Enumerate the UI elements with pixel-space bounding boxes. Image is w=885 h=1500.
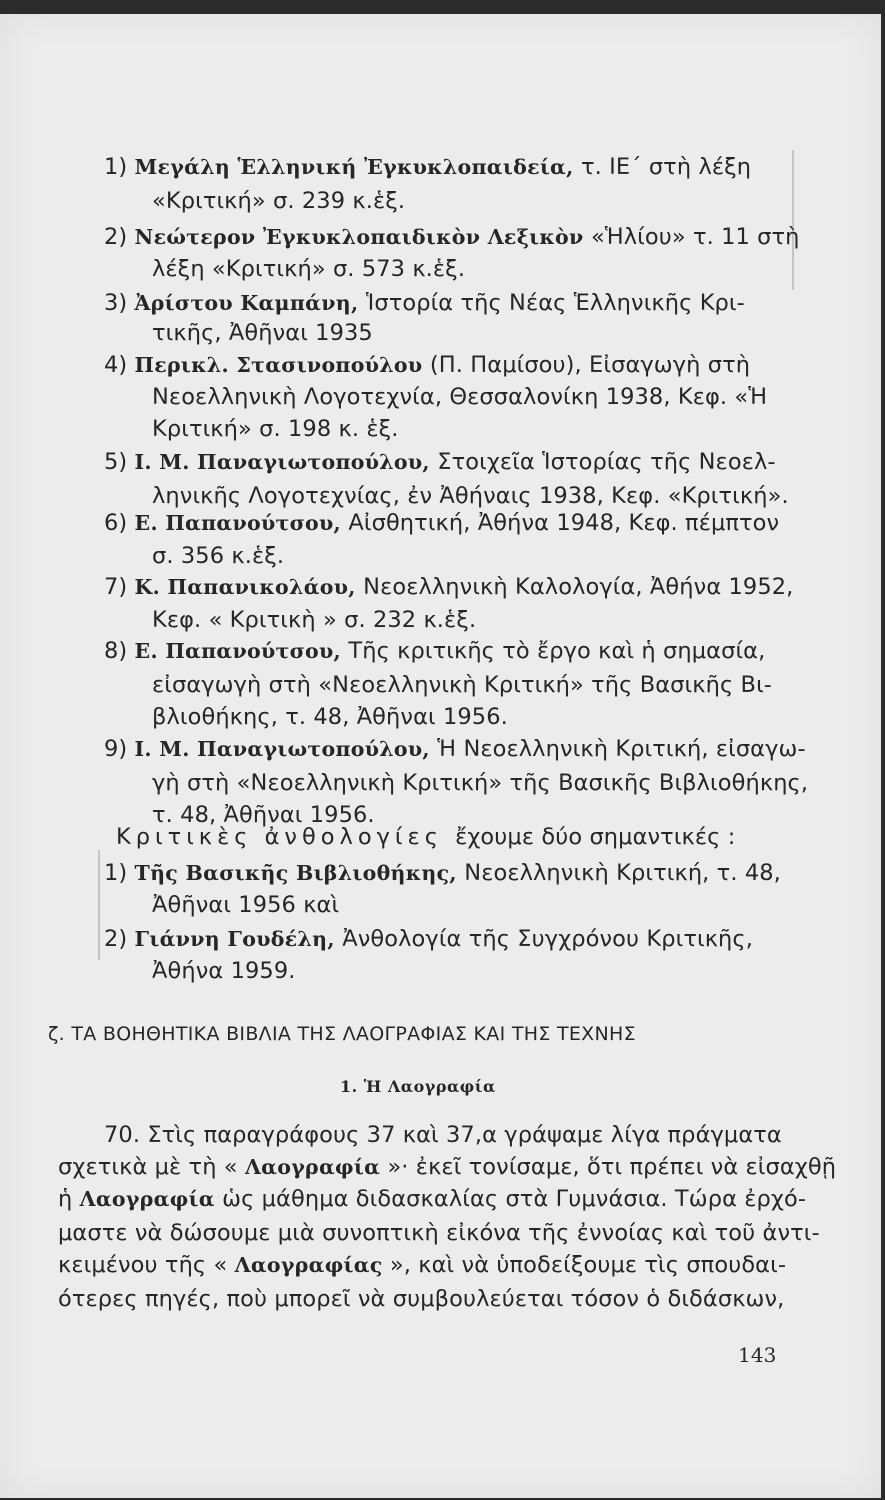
anthology-entry-continuation: Ἀθήνα 1959. [152,958,296,984]
bibliography-entry-continuation: λέξη «Κριτική» σ. 573 κ.ἑξ. [152,256,466,282]
bibliography-entry-text: Αἰσθητική, Ἀθήνα 1948, Κεφ. πέμπτον [348,510,780,536]
bibliography-entry-text: «Ἡλίου» τ. 11 στὴ [590,224,800,250]
bibliography-entry-author: Περικλ. Στασινοπούλου [134,353,430,377]
bibliography-entry-continuation: Κεφ. « Κριτικὴ » σ. 232 κ.ἑξ. [152,607,477,633]
paragraph-text: 70. Στὶς παραγράφους 37 καὶ 37,α γράψαμε λίγα πράγματα [104,1122,782,1148]
paragraph-text: ἡ [58,1186,80,1212]
section-title: ζ. ΤΑ ΒΟΗΘΗΤΙΚΑ ΒΙΒΛΙΑ ΤΗΣ ΛΑΟΓΡΑΦΙΑΣ ΚΑΙ ΤΗΣ ΤΕΧΝΗΣ [48,1023,636,1045]
bibliography-entry-number: 7) [104,574,135,600]
bibliography-entry-continuation: βλιοθήκης, τ. 48, Ἀθῆναι 1956. [152,704,508,730]
bibliography-entry-number: 8) [104,638,135,664]
bibliography-entry-number: 4) [104,352,135,378]
anthology-entry-number: 2) [104,926,135,952]
anthology-intro [116,822,735,852]
bibliography-entry-text: (Π. Παμίσου), Εἰσαγωγὴ στὴ [429,352,751,378]
margin-pencil-mark [98,850,100,960]
anthology-intro-spaced: Κριτικὲς ἀνθολογίες [116,824,456,850]
bibliography-entry-continuation: «Κριτική» σ. 239 κ.ἑξ. [152,188,406,214]
bibliography-entry-author: Ι. Μ. Παναγιωτοπούλου, [134,737,438,761]
bibliography-entry-number: 3) [104,290,135,316]
subsection-title: 1. Ἡ Λαογραφία [340,1077,496,1096]
anthology-entry-author: Γιάννη Γουδέλη, [134,927,343,951]
bibliography-entry-number: 9) [104,736,135,762]
page-number: 143 [738,1343,777,1367]
paragraph-bold-term: Λαογραφίας [234,1253,383,1277]
bibliography-entry-author: Ι. Μ. Παναγιωτοπούλου, [134,450,438,474]
anthology-entry-number: 1) [104,860,135,886]
paragraph-line [58,1250,786,1280]
bibliography-entry-continuation: τικῆς, Ἀθῆναι 1935 [152,320,373,346]
paragraph-line [104,1120,782,1150]
anthology-entry [104,858,781,888]
bibliography-entry-number: 6) [104,510,135,536]
bibliography-entry-text: Ἱστορία τῆς Νέας Ἑλληνικῆς Κρι- [365,290,745,316]
bibliography-entry-text: Νεοελληνικὴ Καλολογία, Ἀθήνα 1952, [363,574,794,600]
bibliography-entry-continuation: γὴ στὴ «Νεοελληνικὴ Κριτική» τῆς Βασικῆς Βιβλιοθήκης, [152,770,809,796]
bibliography-entry-author: Ἀρίστου Καμπάνη, [134,291,366,315]
bibliography-entry-number: 1) [104,154,135,180]
anthology-entry [104,924,753,954]
bibliography-entry-author: Κ. Παπανικολάου, [134,575,364,599]
paragraph-text: μαστε νὰ δώσουμε μιὰ συνοπτικὴ εἰκόνα τῆς ἐννοίας καὶ τοῦ ἀντι- [58,1220,820,1246]
bibliography-entry-text: τ. ΙΕ΄ στὴ λέξη [581,154,752,180]
bibliography-entry-author: Ε. Παπανούτσου, [134,639,349,663]
paragraph-line [58,1218,820,1248]
bibliography-entry-continuation: σ. 356 κ.ἑξ. [152,543,285,569]
bibliography-entry-number: 5) [104,449,135,475]
paragraph-text: σχετικὰ μὲ τὴ « [58,1154,245,1180]
bibliography-entry [104,572,793,602]
bibliography-entry [104,636,765,666]
bibliography-entry [104,222,800,252]
paragraph-line [58,1184,806,1214]
bibliography-entry [104,734,806,764]
bibliography-entry-author: Ε. Παπανούτσου, [134,511,349,535]
bibliography-entry-continuation: ληνικῆς Λογοτεχνίας, ἐν Ἀθήναις 1938, Κεφ. «Κριτική». [152,483,789,509]
bibliography-entry [104,508,779,538]
paragraph-text: κειμένου τῆς « [58,1252,235,1278]
anthology-entry-continuation: Ἀθῆναι 1956 καὶ [152,892,340,918]
anthology-entry-author: Τῆς Βασικῆς Βιβλιοθήκης, [134,861,465,885]
anthology-entry-text: Ἀνθολογία τῆς Συγχρόνου Κριτικῆς, [342,926,753,952]
margin-pencil-mark [792,150,794,290]
bibliography-entry-continuation: Νεοελληνικὴ Λογοτεχνία, Θεσσαλονίκη 1938, Κεφ. «Ἡ [152,384,768,410]
bibliography-entry-continuation: εἰσαγωγὴ στὴ «Νεοελληνικὴ Κριτική» τῆς Βασικῆς Βι- [152,672,773,698]
bibliography-entry-author: Μεγάλη Ἑλληνική Ἐγκυκλοπαιδεία, [134,155,582,179]
bibliography-entry [104,152,751,182]
paragraph-bold-term: Λαογραφία [79,1187,215,1211]
paragraph-line [58,1284,784,1314]
bibliography-entry-continuation: τ. 48, Ἀθῆναι 1956. [152,802,375,828]
bibliography-entry-text: Στοιχεῖα Ἱστορίας τῆς Νεοελ- [437,449,776,475]
bibliography-entry-text: Ἡ Νεοελληνικὴ Κριτική, εἰσαγω- [437,736,806,762]
bibliography-entry-continuation: Κριτική» σ. 198 κ. ἑξ. [152,416,399,442]
bibliography-entry [104,447,776,477]
paragraph-text: ότερες πηγές, ποὺ μπορεῖ νὰ συμβουλεύεται τόσον ὁ διδάσκων, [58,1286,785,1312]
paragraph-text: », καὶ νὰ ὑποδείξουμε τὶς σπουδαι- [382,1252,787,1278]
bibliography-entry [104,350,750,380]
bibliography-entry-text: Τῆς κριτικῆς τὸ ἔργο καὶ ἡ σημασία, [348,638,766,664]
anthology-intro-text: ἔχουμε δύο σημαντικές : [455,824,736,850]
anthology-entry-text: Νεοελληνικὴ Κριτική, τ. 48, [464,860,781,886]
bibliography-entry-number: 2) [104,224,135,250]
bibliography-entry-author: Νεώτερον Ἐγκυκλοπαιδικὸν Λεξικὸν [134,225,591,249]
paragraph-line [58,1152,836,1182]
paragraph-text: ὡς μάθημα διδασκαλίας στὰ Γυμνάσια. Τώρα ἐρχό- [214,1186,807,1212]
paragraph-bold-term: Λαογραφία [244,1155,381,1179]
bibliography-entry [104,288,745,318]
paragraph-text: »· ἐκεῖ τονίσαμε, ὅτι πρέπει νὰ εἰσαχθῇ [380,1154,837,1180]
